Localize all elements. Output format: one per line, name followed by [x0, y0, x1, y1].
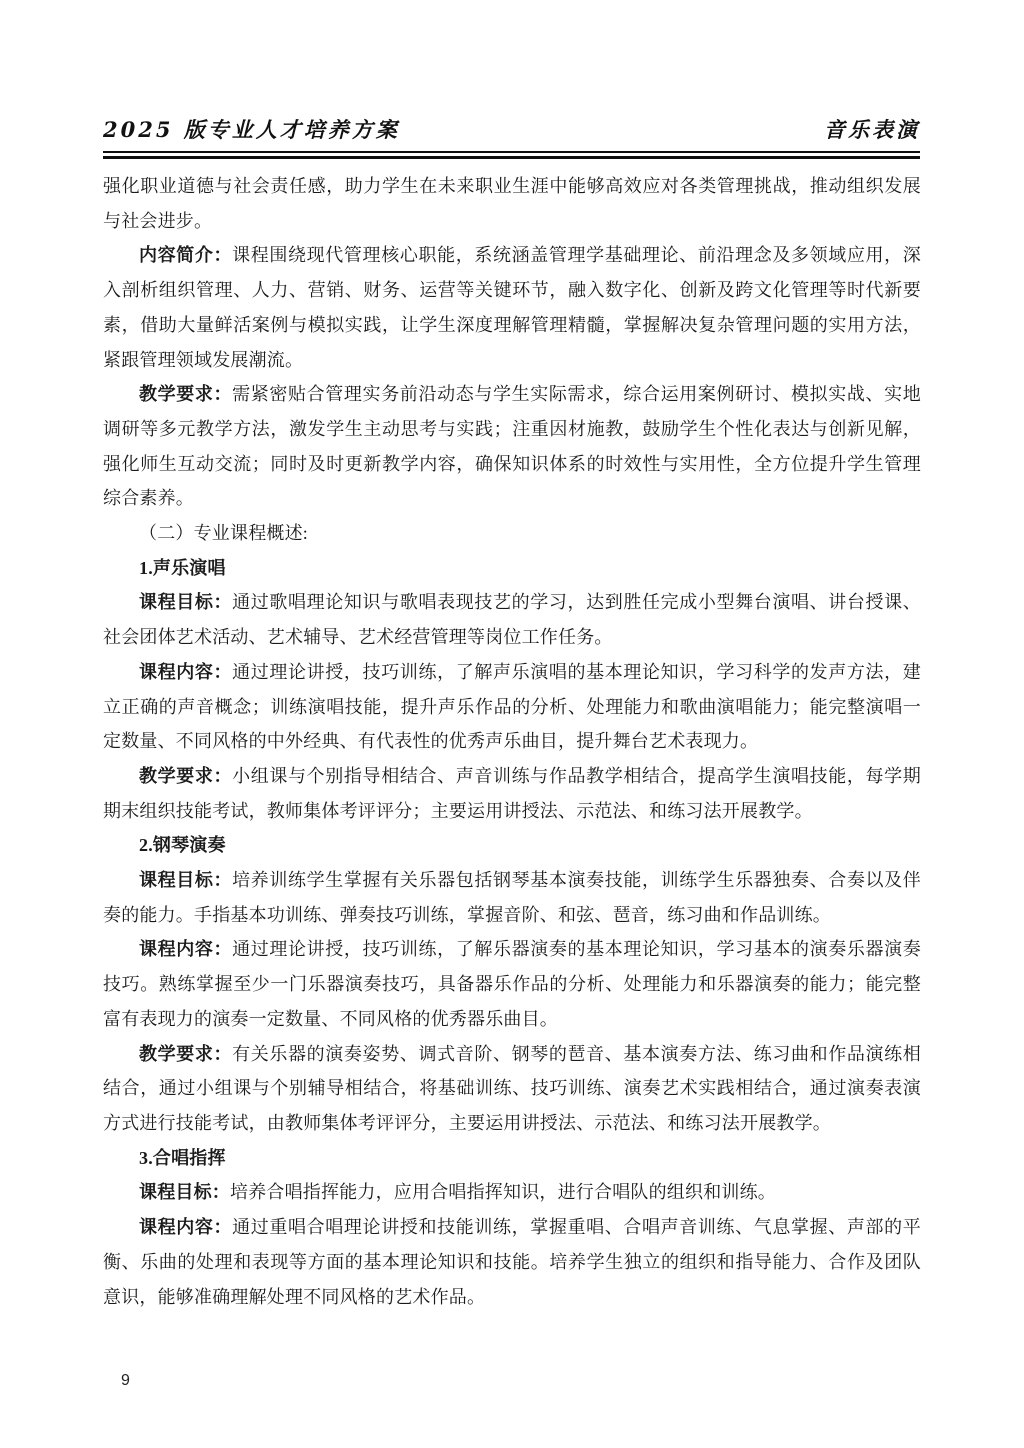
paragraph: [103, 238, 921, 377]
paragraph-label: 教学要求：: [139, 1043, 233, 1064]
paragraph-text: 培养训练学生掌握有关乐器包括钢琴基本演奏技能，训练学生乐器独奏、合奏以及伴奏的能力。手指基本功训练、弹奏技巧训练，掌握音阶、和弦、琶音，练习曲和作品训练。: [103, 870, 922, 925]
paragraph-label: 教学要求：: [139, 384, 233, 405]
paragraph-label: 课程内容：: [139, 939, 233, 960]
paragraph-label: 内容简介：: [139, 245, 233, 266]
document-body: [103, 169, 921, 1314]
paragraph: [103, 759, 921, 828]
paragraph-label: 教学要求：: [139, 765, 233, 786]
paragraph-text: 有关乐器的演奏姿势、调式音阶、钢琴的琶音、基本演奏方法、练习曲和作品演练相结合，通过小组课与个别辅导相结合，将基础训练、技巧训练、演奏艺术实践相结合，通过演奏表演方式进行技能考试，由教师集体考评评分，主要运用讲授法、示范法、和练习法开展教学。: [103, 1043, 922, 1133]
paragraph-text: 通过理论讲授，技巧训练，了解乐器演奏的基本理论知识，学习基本的演奏乐器演奏技巧。熟练掌握至少一门乐器演奏技巧，具备器乐作品的分析、处理能力和乐器演奏的能力；能完整富有表现力的演奏一定数量、不同风格的优秀器乐曲目。: [103, 939, 922, 1029]
paragraph-label: 课程目标：: [139, 870, 233, 891]
paragraph: [103, 377, 921, 516]
paragraph: [103, 585, 921, 654]
paragraph-text: 通过重唱合唱理论讲授和技能训练，掌握重唱、合唱声音训练、气息掌握、声部的平衡、乐曲的处理和表现等方面的基本理论知识和技能。培养学生独立的组织和指导能力、合作及团队意识，能够准确理解处理不同风格的艺术作品。: [103, 1217, 922, 1307]
header-double-rule: [103, 151, 920, 159]
paragraph: [103, 1175, 921, 1210]
paragraph-text: （二）专业课程概述:: [139, 523, 308, 544]
paragraph-text: 课程围绕现代管理核心职能，系统涵盖管理学基础理论、前沿理念及多领域应用，深入剖析组织管理、人力、营销、财务、运营等关键环节，融入数字化、创新及跨文化管理等时代新要素，借助大量鲜活案例与模拟实践，让学生深度理解管理精髓，掌握解决复杂管理问题的实用方法，紧跟管理领域发展潮流。: [103, 245, 922, 370]
paragraph: [103, 551, 921, 586]
header-right-title: 音乐表演: [824, 117, 920, 142]
paragraph: [103, 863, 921, 932]
paragraph: [103, 169, 921, 238]
paragraph-label: 2.钢琴演奏: [139, 835, 226, 856]
paragraph: [103, 1141, 921, 1176]
page-header: [103, 114, 920, 159]
paragraph: [103, 655, 921, 759]
paragraph-text: 培养合唱指挥能力，应用合唱指挥知识，进行合唱队的组织和训练。: [230, 1182, 776, 1203]
paragraph: [103, 516, 921, 551]
paragraph-label: 1.声乐演唱: [139, 557, 226, 578]
paragraph: [103, 828, 921, 863]
paragraph-text: 通过歌唱理论知识与歌唱表现技艺的学习，达到胜任完成小型舞台演唱、讲台授课、社会团体艺术活动、艺术辅导、艺术经营管理等岗位工作任务。: [103, 592, 922, 648]
page-number: 9: [121, 1372, 130, 1389]
paragraph-label: 课程内容：: [139, 661, 233, 682]
paragraph-label: 课程目标：: [139, 1182, 230, 1203]
paragraph-label: 课程目标：: [139, 592, 233, 613]
header-left-title: 2025 版专业人才培养方案: [103, 117, 400, 142]
paragraph: [103, 932, 921, 1036]
paragraph-text: 强化职业道德与社会责任感，助力学生在未来职业生涯中能够高效应对各类管理挑战，推动组织发展与社会进步。: [103, 176, 921, 231]
paragraph: [103, 1210, 921, 1314]
paragraph-label: 3.合唱指挥: [139, 1147, 226, 1168]
paragraph-text: 小组课与个别指导相结合、声音训练与作品教学相结合，提高学生演唱技能，每学期期末组织技能考试，教师集体考评评分；主要运用讲授法、示范法、和练习法开展教学。: [103, 765, 922, 821]
paragraph: [103, 1037, 921, 1141]
paragraph-label: 课程内容：: [139, 1217, 233, 1238]
paragraph-text: 需紧密贴合管理实务前沿动态与学生实际需求，综合运用案例研讨、模拟实战、实地调研等多元教学方法，激发学生主动思考与实践；注重因材施教，鼓励学生个性化表达与创新见解，强化师生互动交流；同时及时更新教学内容，确保知识体系的时效性与实用性，全方位提升学生管理综合素养。: [103, 384, 922, 509]
paragraph-text: 通过理论讲授，技巧训练，了解声乐演唱的基本理论知识，学习科学的发声方法，建立正确的声音概念；训练演唱技能，提升声乐作品的分析、处理能力和歌曲演唱能力；能完整演唱一定数量、不同风格的中外经典、有代表性的优秀声乐曲目，提升舞台艺术表现力。: [103, 661, 922, 752]
